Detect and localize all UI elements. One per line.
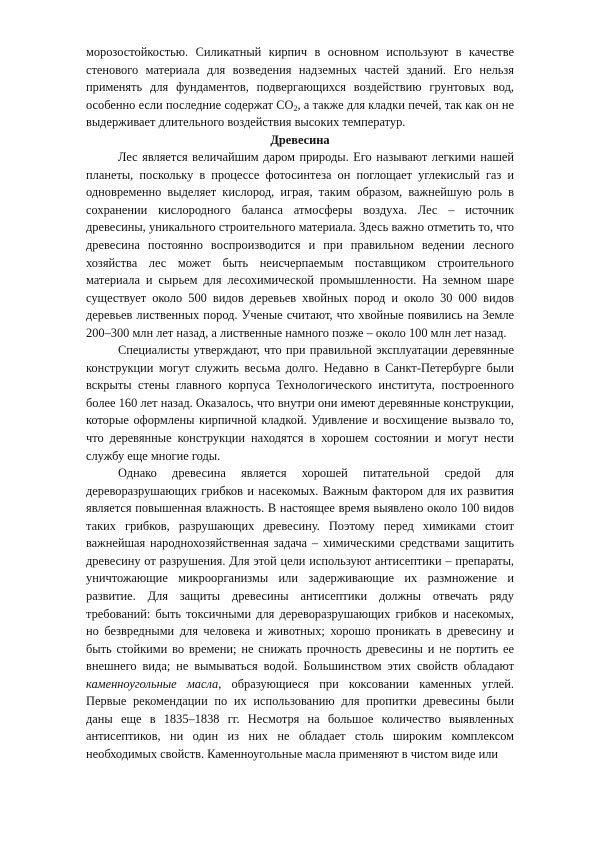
paragraph-text: Однако древесина является хорошей питательной средой для дереворазрушающих грибков и насекомых. Важным фактором для их развития является повышенная влажность. В настоящее время выявлено около 100 видов таких грибков, разрушающих древесину. Поэтому перед химиками стоит важнейшая народнохозяйственная задача – химическими средствами защитить древесину от разрушения. Для этой цели используют антисептики – препараты, уничтожающие микроорганизмы или задерживающие их размножение и развитие. Для защиты древесины антисептики должны отвечать ряду требований: быть токсичными для дереворазрушающих грибков и насекомых, но безвредными для человека и животных; хорошо проникать в древесину и быть стойкими во времени; не снижать прочность древесины и не портить ее внешнего вида; не вымываться водой. Большинством этих свойств обладают (86, 466, 514, 674)
paragraph-text-tail: , а также для кладки печей, так как он не выдерживает длительного воздействия высоких температур. (86, 97, 514, 130)
section-heading: Древесина (270, 132, 330, 147)
paragraph-forest: Лес является величайшим даром природы. Его называют легкими нашей планеты, поскольку в процессе фотосинтеза он поглощает углекислый газ и одновременно выделяет кислород, играя, таким образом, важнейшую роль в сохранении кислородного баланса атмосферы воздуха. Лес – источник древесины, уникального строительного материала. Здесь важно отметить то, что древесина постоянно воспроизводится и при правильном ведении лесного хозяйства лес может быть неисчерпаемым поставщиком строительного материала и сырьем для лесохимической промышленности. На земном шаре существует около 500 видов деревьев хвойных пород и около 30 000 видов деревьев лиственных пород. Ученые считают, что хвойные появились на Земле 200–300 млн лет назад, а лиственные намного позже – около 100 млн лет назад. (86, 150, 514, 340)
subscript-2: 2 (293, 103, 298, 113)
paragraph-antiseptics (86, 465, 514, 763)
italic-term: каменноугольные масла (86, 676, 219, 691)
paragraph-continuation (86, 44, 514, 132)
paragraph-specialists: Специалисты утверждают, что при правильной эксплуатации деревянные конструкции могут служить весьма долго. Недавно в Санкт-Петербурге были вскрыты стены главного корпуса Технологического института, построенного более 160 лет назад. Оказалось, что внутри они имеют деревянные конструкции, которые оформлены кирпичной кладкой. Удивление и восхищение вызвало то, что деревянные конструкции находятся в хорошем состоянии и могут нести службу еще многие годы. (86, 343, 514, 463)
paragraph-text: морозостойкостью. Силикатный кирпич в основном используют в качестве стенового материала для возведения надземных частей зданий. Его нельзя применять для фундаментов, подвергающихся воздействию грунтовых вод, особенно если последние содержат CO (86, 45, 514, 112)
paragraph-text-tail: , образующиеся при коксовании каменных углей. Первые рекомендации по их использованию для пропитки древесины были даны еще в 1835–1838 гг. Несмотря на большое количество выявленных антисептиков, ни один из них не обладает столь широким комплексом необходимых свойств. Каменноугольные масла применяют в чистом виде или (86, 676, 514, 761)
document-page (86, 44, 514, 763)
